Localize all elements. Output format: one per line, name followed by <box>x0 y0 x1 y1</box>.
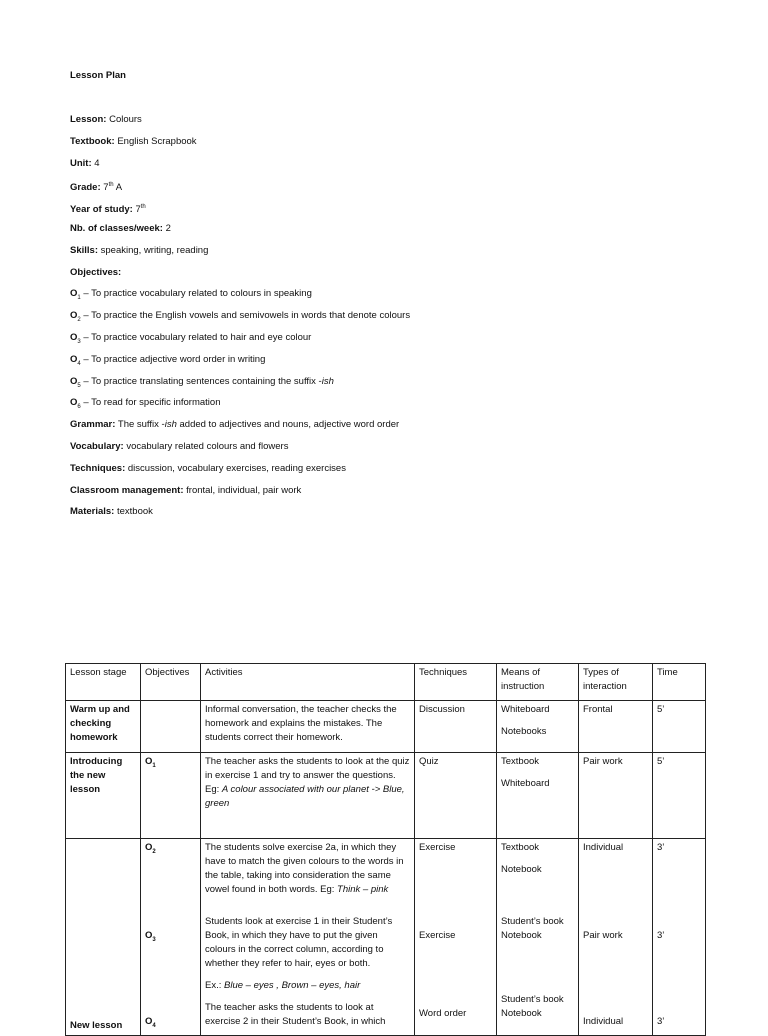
means-cell: Textbook Notebook Student’s book Notebook Student’s book Notebook <box>497 839 579 1036</box>
objective-cell: $O_1$ <box>141 753 201 839</box>
objective-item: $O_1$ – To practice vocabulary related to colours in speaking <box>70 288 312 302</box>
means-cell: Whiteboard Notebooks <box>497 701 579 753</box>
meta-classroom: Classroom management: frontal, individual, pair work <box>70 484 302 496</box>
meta-year: Year of study: 7th <box>70 204 146 216</box>
meta-classes: Nb. of classes/week: 2 <box>70 222 171 234</box>
objective-item: $O_2$ – To practice the English vowels and semivowels in words that denote colours <box>70 310 411 324</box>
objective-cell <box>141 701 201 753</box>
header-means: Means of instruction <box>497 664 579 701</box>
meta-materials: Materials: textbook <box>70 506 153 518</box>
table-header-row <box>66 664 706 701</box>
meta-techniques: Techniques: discussion, vocabulary exercises, reading exercises <box>70 462 346 474</box>
stage-cell: Warm up and checking homework <box>66 701 141 753</box>
technique-cell: Discussion <box>415 701 497 753</box>
objective-cell: $O_2$ $O_3$ $O_4$ <box>141 839 201 1036</box>
interaction-cell: Pair work <box>579 753 653 839</box>
meta-lesson: Lesson: Colours <box>70 114 142 125</box>
activity-cell: Informal conversation, the teacher checks the homework and explains the mistakes. The students correct their homework. <box>201 701 415 753</box>
interaction-cell: Individual Pair work Individual <box>579 839 653 1036</box>
technique-cell: Quiz <box>415 753 497 839</box>
lesson-meta <box>70 114 710 528</box>
header-lesson-stage: Lesson stage <box>66 664 141 701</box>
document-title: Lesson Plan <box>70 70 126 81</box>
objective-item: $O_6$ – To read for specific information <box>70 397 221 411</box>
meta-grammar: Grammar: The suffix -ish added to adjectives and nouns, adjective word order <box>70 419 400 431</box>
header-time: Time <box>653 664 706 701</box>
objective-item: $O_3$ – To practice vocabulary related to hair and eye colour <box>70 331 312 345</box>
technique-cell: Exercise Exercise Word order <box>415 839 497 1036</box>
table-row <box>66 753 706 839</box>
time-cell: 5’ <box>653 753 706 839</box>
objective-item: $O_5$ – To practice translating sentences containing the suffix -ish <box>70 375 334 389</box>
stage-cell: Introducing the new lesson <box>66 753 141 839</box>
means-cell: Textbook Whiteboard <box>497 753 579 839</box>
activity-cell: The teacher asks the students to look at the quiz in exercise 1 and try to answer the questions. Eg: A colour associated with our planet -> Blue, green <box>201 753 415 839</box>
meta-skills: Skills: speaking, writing, reading <box>70 244 209 256</box>
interaction-cell: Frontal <box>579 701 653 753</box>
header-interaction: Types of interaction <box>579 664 653 701</box>
meta-grade: Grade: 7th A <box>70 182 123 194</box>
table-row <box>66 839 706 1036</box>
objective-item: $O_4$ – To practice adjective word order in writing <box>70 353 266 367</box>
meta-objectives-label: Objectives: <box>70 266 122 278</box>
time-cell: 3’ 3’ 3’ <box>653 839 706 1036</box>
meta-unit: Unit: 4 <box>70 157 100 169</box>
meta-vocabulary: Vocabulary: vocabulary related colours and flowers <box>70 440 289 452</box>
lesson-table <box>65 663 706 1036</box>
header-objectives: Objectives <box>141 664 201 701</box>
meta-textbook: Textbook: English Scrapbook <box>70 135 197 147</box>
table-row <box>66 701 706 753</box>
header-activities: Activities <box>201 664 415 701</box>
header-techniques: Techniques <box>415 664 497 701</box>
time-cell: 5’ <box>653 701 706 753</box>
stage-cell: New lesson <box>66 839 141 1036</box>
activity-cell: The students solve exercise 2a, in which they have to match the given colours to the words in the table, taking into consideration the same vowel found in both words. Eg: Think – pink Students look at exercise 1 in their Student’s Book, in which they have to put the given colours in the correct column, according to whether they refer to hair, eyes or both. Ex.: Blue – eyes , Brown – eyes, hair The teacher asks the students to look at exercise 2 in their Student’s Book, in which <box>201 839 415 1036</box>
